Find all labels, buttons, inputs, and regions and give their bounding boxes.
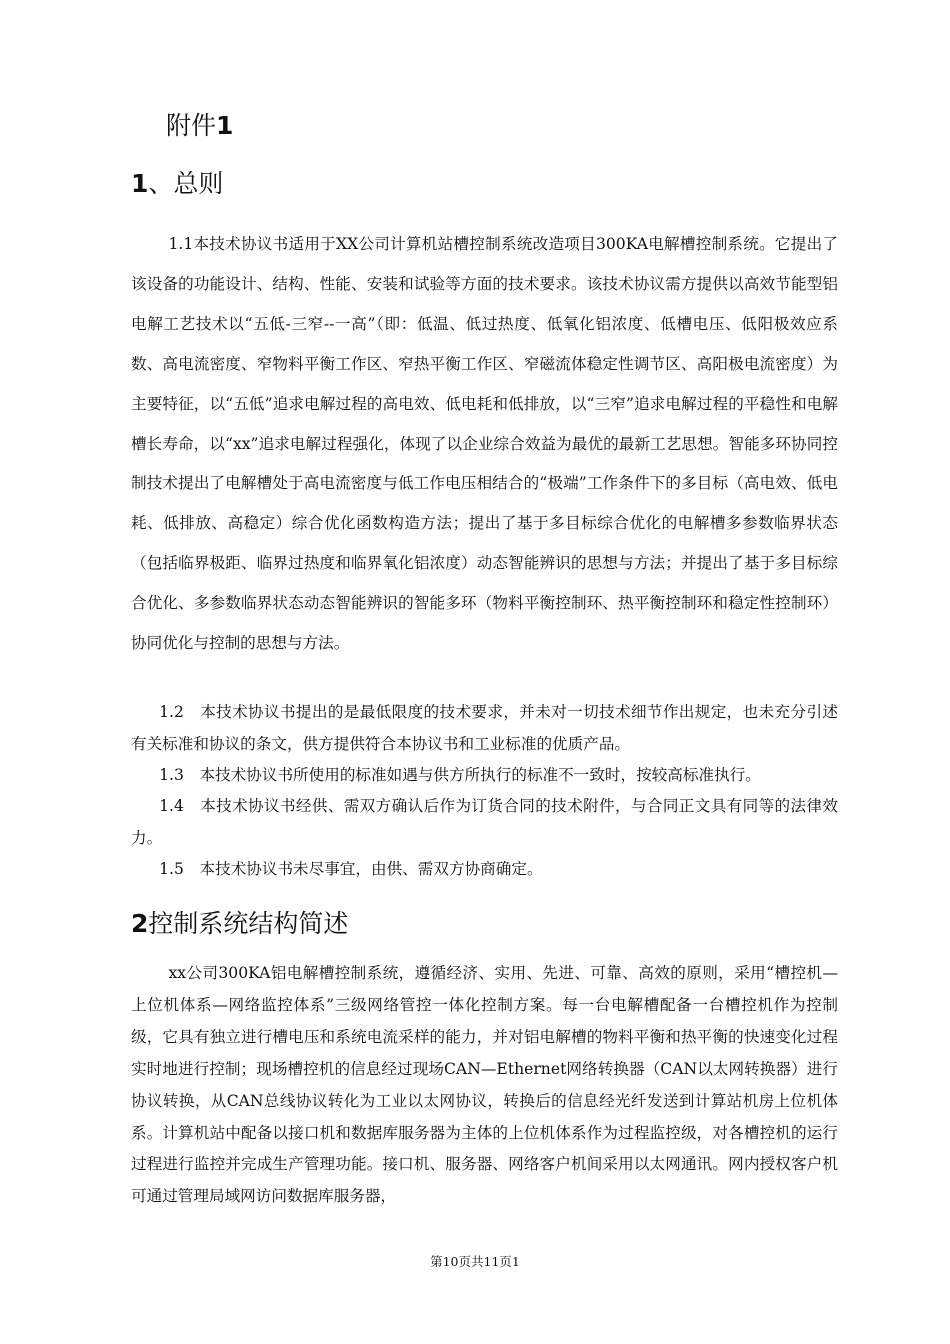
clause-1-4: 1.4 本技术协议书经供、需双方确认后作为订货合同的技术附件，与合同正文具有同等的法律效力。 (131, 797, 838, 847)
clause-1-3: 1.3 本技术协议书所使用的标准如遇与供方所执行的标准不一致时，按较高标准执行。 (159, 766, 761, 784)
attachment-label: 附件 (166, 111, 217, 140)
attachment-number: 1 (216, 111, 234, 140)
section-2-heading (131, 904, 348, 940)
clause-1-5: 1.5 本技术协议书未尽事宜，由供、需双方协商确定。 (159, 860, 543, 878)
clause-1-2: 1.2 本技术协议书提出的是最低限度的技术要求，并未对一切技术细节作出规定，也未充分引述有关标准和协议的条文，供方提供符合本协议书和工业标准的优质产品。 (131, 703, 838, 753)
section-2-paragraph: xx公司300KA铝电解槽控制系统，遵循经济、实用、先进、可靠、高效的原则，采用“槽控机—上位机体系—网络监控体系”三级网络管控一体化控制方案。每一台电解槽配备一台槽控机作为控制级，它具有独立进行槽电压和系统电流采样的能力，并对铝电解槽的物料平衡和热平衡的快速变化过程实时地进行控制；现场槽控机的信息经过现场CAN—Ethernet网络转换器（CAN以太网转换器）进行协议转换，从CAN总线协议转化为工业以太网协议，转换后的信息经光纤发送到计算站机房上位机体系。计算机站中配备以接口机和数据库服务器为主体的上位机体系作为过程监控级，对各槽控机的运行过程进行监控并完成生产管理功能。接口机、服务器、网络客户机间采用以太网通讯。网内授权客户机可通过管理局域网访问数据库服务器， (131, 964, 838, 1206)
section-2-number: 2 (131, 909, 149, 938)
attachment-heading (166, 106, 233, 142)
section-1-title: 、总则 (148, 169, 224, 198)
page-footer: 第10页共11页1 (430, 1254, 520, 1269)
section-1-paragraph: 1.1本技术协议书适用于XX公司计算机站槽控制系统改造项目300KA电解槽控制系统。它提出了该设备的功能设计、结构、性能、安装和试验等方面的技术要求。该技术协议需方提供以高效节能型铝电解工艺技术以“五低-三窄--一高”（即：低温、低过热度、低氧化铝浓度、低槽电压、低阳极效应系数、高电流密度、窄物料平衡工作区、窄热平衡工作区、窄磁流体稳定性调节区、高阳极电流密度）为主要特征，以“五低”追求电解过程的高电效、低电耗和低排放，以“三窄”追求电解过程的平稳性和电解槽长寿命，以“xx”追求电解过程强化，体现了以企业综合效益为最优的最新工艺思想。智能多环协同控制技术提出了电解槽处于高电流密度与低工作电压相结合的“极端”工作条件下的多目标（高电效、低电耗、低排放、高稳定）综合优化函数构造方法；提出了基于多目标综合优化的电解槽多参数临界状态（包括临界极距、临界过热度和临界氧化铝浓度）动态智能辨识的思想与方法；并提出了基于多目标综合优化、多参数临界状态动态智能辨识的智能多环（物料平衡控制环、热平衡控制环和稳定性控制环）协同优化与控制的思想与方法。 (131, 235, 838, 653)
section-1-heading (131, 164, 223, 200)
section-2-title: 控制系统结构简述 (148, 909, 349, 938)
section-1-number: 1 (131, 169, 149, 198)
